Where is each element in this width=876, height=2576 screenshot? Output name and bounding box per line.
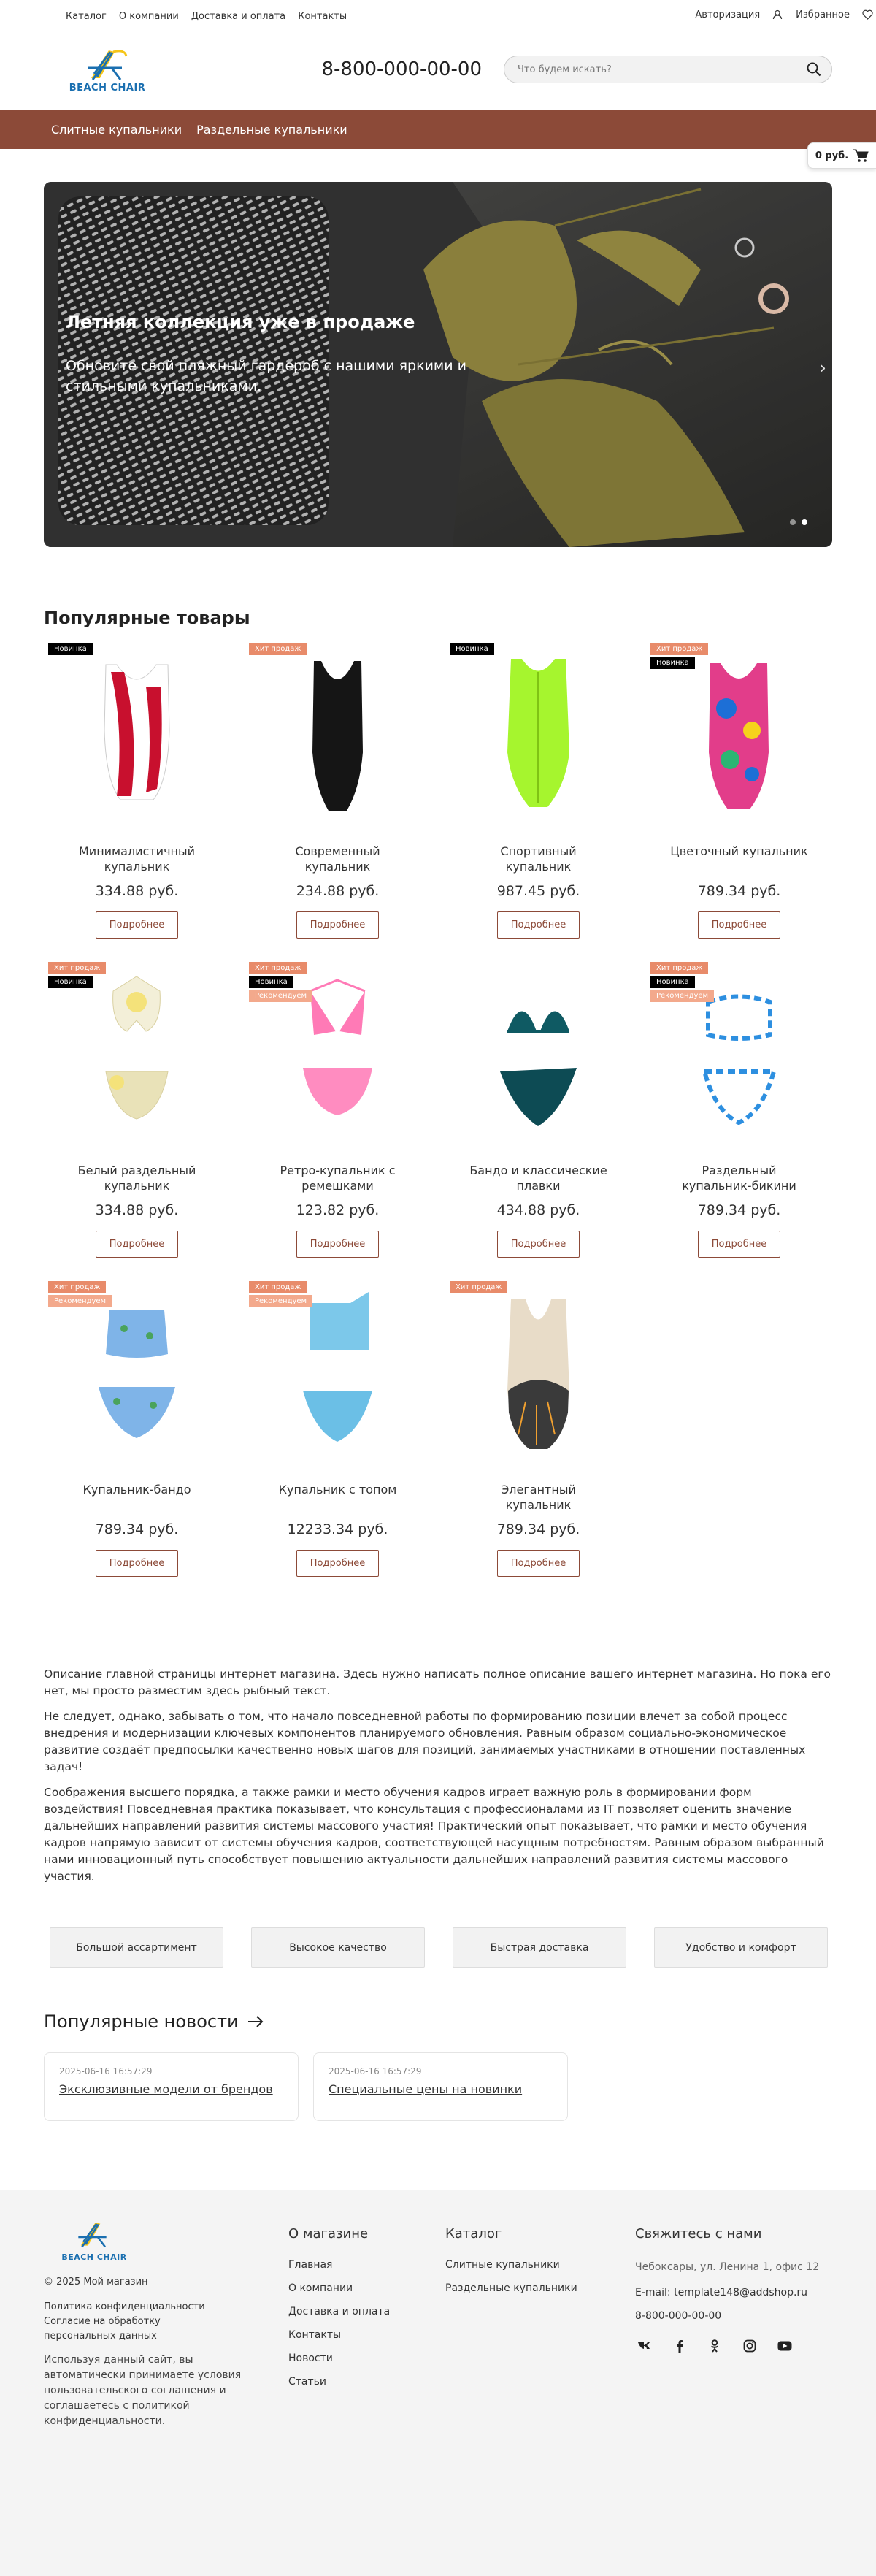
swimsuit-image — [445, 962, 631, 1148]
product-price: 12233.34 руб. — [287, 1521, 388, 1537]
user-icon — [772, 9, 783, 20]
product-name[interactable]: Бандо и классические плавки — [469, 1163, 607, 1193]
news-date: 2025-06-16 16:57:29 — [59, 2066, 153, 2076]
footer-link-about[interactable]: О компании — [288, 2282, 353, 2294]
footer-catalog-title: Каталог — [445, 2226, 502, 2241]
product-card[interactable] — [245, 1281, 431, 1600]
email-label: E-mail: — [635, 2287, 671, 2298]
description-paragraph: Описание главной страницы интернет магазина. Здесь нужно написать полное описание вашего интернет магазина. Но пока его нет, мы просто разместим здесь рыбный текст. — [44, 1667, 831, 1697]
badge-hit: Хит продаж — [650, 643, 708, 655]
details-button[interactable]: Подробнее — [96, 1231, 178, 1258]
swimsuit-image — [245, 1281, 431, 1467]
news-link[interactable]: Специальные цены на новинки — [328, 2082, 523, 2096]
product-image[interactable] — [445, 643, 631, 829]
product-price: 789.34 руб. — [697, 1202, 781, 1218]
product-card[interactable] — [646, 962, 832, 1281]
login-link[interactable] — [695, 9, 783, 20]
footer-brand — [44, 2219, 288, 2429]
footer-phone[interactable]: 8-800-000-00-00 — [635, 2310, 722, 2322]
product-badges — [650, 962, 714, 1002]
product-badges — [249, 643, 307, 655]
footer-link-articles[interactable]: Статьи — [288, 2376, 327, 2388]
badge-new: Новинка — [450, 643, 494, 655]
hero-title: Летняя коллекция уже в продаже — [66, 312, 415, 332]
favorites-label: Избранное — [796, 9, 850, 20]
product-name[interactable]: Ретро-купальник с ремешками — [280, 1163, 396, 1193]
product-badges — [48, 643, 93, 655]
beach-chair-icon — [84, 46, 131, 81]
swimsuit-image — [44, 1281, 230, 1467]
store-description — [44, 1666, 832, 1885]
product-card[interactable] — [445, 1281, 631, 1600]
product-image[interactable] — [445, 1281, 631, 1467]
login-label: Авторизация — [695, 9, 761, 20]
top-right — [695, 9, 873, 20]
news-heading[interactable] — [44, 2011, 832, 2032]
header-phone[interactable]: 8-800-000-00-00 — [321, 58, 482, 80]
facebook-icon[interactable] — [670, 2336, 689, 2355]
product-image[interactable] — [646, 643, 832, 829]
hero-subtitle: Обновите свой пляжный гардероб с нашими яркими и стильными купальниками. — [66, 358, 466, 394]
footer-logo[interactable] — [54, 2219, 134, 2262]
beach-chair-icon — [74, 2219, 114, 2248]
product-name[interactable]: Элегантный купальник — [501, 1483, 576, 1512]
product-price: 789.34 руб. — [697, 883, 781, 899]
product-card[interactable] — [445, 643, 631, 962]
favorites-link[interactable] — [796, 9, 873, 20]
badge-rec: Рекомендуем — [650, 990, 714, 1002]
heart-icon — [862, 9, 873, 20]
swimsuit-image — [445, 643, 631, 829]
feature-delivery: Быстрая доставка — [453, 1927, 626, 1968]
menu-item-two-piece[interactable]: Раздельные купальники — [196, 122, 347, 137]
footer-about — [288, 2219, 445, 2429]
footer-notice: Используя данный сайт, вы автоматически принимаете условия пользовательского соглашения и соглашаетесь с политикой конфиденциальности. — [44, 2354, 242, 2427]
details-button[interactable]: Подробнее — [96, 911, 178, 939]
youtube-icon[interactable] — [775, 2336, 794, 2355]
news-date: 2025-06-16 16:57:29 — [328, 2066, 422, 2076]
footer-about-title: О магазине — [288, 2226, 369, 2241]
feature-comfort: Удобство и комфорт — [654, 1927, 828, 1968]
product-price: 789.34 руб. — [496, 1521, 580, 1537]
products-title: Популярные товары — [44, 608, 250, 628]
footer-link-contacts[interactable]: Контакты — [288, 2329, 342, 2341]
main-menu — [0, 110, 876, 149]
product-badges — [450, 1281, 507, 1293]
product-image[interactable] — [44, 643, 230, 829]
product-card[interactable] — [646, 643, 832, 962]
footer-link-home[interactable]: Главная — [288, 2259, 333, 2271]
hero-banner[interactable] — [44, 182, 832, 547]
footer — [0, 2190, 876, 2576]
slider-dots — [790, 519, 807, 525]
badge-new: Новинка — [650, 976, 695, 988]
top-link-contacts[interactable]: Контакты — [298, 10, 347, 22]
badge-hit: Хит продаж — [249, 962, 307, 974]
news-card[interactable] — [313, 2052, 568, 2121]
consent-link[interactable]: Согласие на обработку персональных данных — [44, 2316, 161, 2342]
badge-new: Новинка — [48, 643, 93, 655]
product-price: 987.45 руб. — [496, 883, 580, 899]
product-badges — [650, 643, 708, 669]
privacy-link[interactable]: Политика конфиденциальности — [44, 2301, 205, 2312]
description-paragraph: Соображения высшего порядка, а также рамки и место обучения кадров играет важную роль в формировании форм воздействия! Повседневная практика показывает, что консультация с профессионалами из IT позволяет оценить значение дальнейших направлений развития системы массового участия! Практический опыт показывает, что рамки и место обучения кадров напрямую зависит от системы обучения кадров, соответствующей насущным потребностям. Равным образом выбранный нами инновационный путь способствует повышению актуальности дальнейших направлений развития системы массового участия. — [44, 1786, 824, 1883]
swimsuit-image — [44, 643, 230, 829]
swimsuit-image — [646, 643, 832, 829]
product-price: 334.88 руб. — [95, 883, 179, 899]
product-badges — [48, 962, 106, 988]
badge-hit: Хит продаж — [450, 1281, 507, 1293]
badge-hit: Хит продаж — [249, 643, 307, 655]
product-name[interactable]: Спортивный купальник — [500, 844, 577, 874]
footer-link-two-piece[interactable]: Раздельные купальники — [445, 2282, 577, 2294]
cart-total: 0 руб. — [815, 150, 849, 161]
product-image[interactable] — [646, 962, 832, 1148]
details-button[interactable]: Подробнее — [296, 1231, 379, 1258]
logo-text: BEACH CHAIR — [69, 82, 146, 93]
instagram-icon[interactable] — [740, 2336, 759, 2355]
footer-copyright: © 2025 Мой магазин — [44, 2277, 148, 2288]
slider-dot-active[interactable] — [802, 519, 807, 525]
swimsuit-image — [445, 1281, 631, 1467]
badge-rec: Рекомендуем — [48, 1295, 112, 1307]
footer-email — [635, 2287, 832, 2298]
footer-catalog — [445, 2219, 635, 2429]
footer-address: Чебоксары, ул. Ленина 1, офис 12 — [635, 2261, 820, 2273]
footer-logo-text: BEACH CHAIR — [61, 2252, 127, 2262]
badge-hit: Хит продаж — [48, 962, 106, 974]
footer-link-news[interactable]: Новости — [288, 2353, 333, 2364]
product-image[interactable] — [245, 962, 431, 1148]
product-price: 334.88 руб. — [95, 1202, 179, 1218]
product-card[interactable] — [445, 962, 631, 1281]
details-button[interactable]: Подробнее — [497, 1550, 580, 1577]
product-name[interactable]: Минималистичный купальник — [78, 844, 196, 874]
search-input[interactable] — [518, 64, 807, 75]
badge-hit: Хит продаж — [48, 1281, 106, 1293]
details-button[interactable]: Подробнее — [497, 911, 580, 939]
cart-icon — [853, 149, 869, 162]
product-name[interactable]: Купальник с топом — [278, 1483, 397, 1497]
product-grid — [44, 643, 832, 1600]
cart-button[interactable] — [807, 142, 876, 169]
product-name[interactable]: Раздельный купальник-бикини — [682, 1163, 796, 1193]
news-title: Популярные новости — [44, 2011, 239, 2032]
swimsuit-image — [245, 643, 431, 829]
product-price: 434.88 руб. — [496, 1202, 580, 1218]
odnoklassniki-icon[interactable] — [705, 2336, 724, 2355]
product-card[interactable] — [44, 1281, 230, 1600]
badge-hit: Хит продаж — [249, 1281, 307, 1293]
product-image[interactable] — [44, 1281, 230, 1467]
details-button[interactable]: Подробнее — [698, 911, 780, 939]
footer-link-delivery[interactable]: Доставка и оплата — [288, 2306, 391, 2317]
details-button[interactable]: Подробнее — [296, 911, 379, 939]
features-row — [44, 1927, 832, 1968]
product-name[interactable]: Цветочный купальник — [670, 844, 808, 858]
product-image[interactable] — [445, 962, 631, 1148]
news-link[interactable]: Эксклюзивные модели от брендов — [59, 2082, 273, 2096]
product-badges — [249, 1281, 312, 1307]
menu-item-one-piece[interactable]: Слитные купальники — [51, 122, 182, 137]
product-badges — [249, 962, 312, 1002]
arrow-right-icon — [247, 2015, 264, 2028]
badge-rec: Рекомендуем — [249, 990, 312, 1002]
slider-dot[interactable] — [790, 519, 796, 525]
product-name[interactable]: Белый раздельный купальник — [77, 1163, 196, 1193]
product-price: 123.82 руб. — [296, 1202, 380, 1218]
top-link-catalog[interactable]: Каталог — [66, 10, 107, 22]
badge-new: Новинка — [650, 657, 695, 669]
top-link-delivery[interactable]: Доставка и оплата — [191, 10, 286, 22]
product-badges — [450, 643, 494, 655]
product-card[interactable] — [245, 962, 431, 1281]
footer-link-one-piece[interactable]: Слитные купальники — [445, 2259, 560, 2271]
details-button[interactable]: Подробнее — [296, 1550, 379, 1577]
product-card[interactable] — [44, 643, 230, 962]
email-link[interactable]: template148@addshop.ru — [674, 2287, 808, 2298]
details-button[interactable]: Подробнее — [698, 1231, 780, 1258]
product-image[interactable] — [245, 1281, 431, 1467]
product-image[interactable] — [44, 962, 230, 1148]
product-name[interactable]: Купальник-бандо — [82, 1483, 191, 1497]
product-image[interactable] — [245, 643, 431, 829]
product-price: 234.88 руб. — [296, 883, 380, 899]
description-paragraph: Не следует, однако, забывать о том, что начало повседневной работы по формированию позиции влечет за собой процесс внедрения и модернизации ключевых компонентов планируемого обновления. Равным образом социально-экономическое развитие создаёт предпосылки качественно новых шагов для позиций, занимаемых участниками в отношении поставленных задач! — [44, 1710, 806, 1773]
top-link-about[interactable]: О компании — [118, 10, 179, 22]
news-card[interactable] — [44, 2052, 299, 2121]
badge-hit: Хит продаж — [650, 962, 708, 974]
feature-quality: Высокое качество — [251, 1927, 425, 1968]
details-button[interactable]: Подробнее — [497, 1231, 580, 1258]
vk-icon[interactable] — [635, 2336, 654, 2355]
news-list — [44, 2052, 832, 2121]
details-button[interactable]: Подробнее — [96, 1550, 178, 1577]
feature-assortment: Большой ассартимент — [50, 1927, 223, 1968]
top-bar — [0, 0, 876, 29]
swimsuit-image — [44, 962, 230, 1148]
logo[interactable] — [60, 40, 155, 99]
chevron-right-icon[interactable]: › — [818, 357, 826, 379]
product-card[interactable] — [44, 962, 230, 1281]
badge-rec: Рекомендуем — [249, 1295, 312, 1307]
social-links — [635, 2336, 832, 2355]
badge-new: Новинка — [48, 976, 93, 988]
product-name[interactable]: Современный купальник — [295, 844, 380, 874]
search-box — [504, 56, 832, 83]
badge-new: Новинка — [249, 976, 293, 988]
product-price: 789.34 руб. — [95, 1521, 179, 1537]
search-icon[interactable] — [807, 62, 821, 77]
footer-contacts — [635, 2219, 832, 2429]
header — [0, 29, 876, 110]
footer-contacts-title: Свяжитесь с нами — [635, 2226, 762, 2241]
product-card[interactable] — [245, 643, 431, 962]
top-nav — [66, 8, 356, 22]
product-badges — [48, 1281, 112, 1307]
